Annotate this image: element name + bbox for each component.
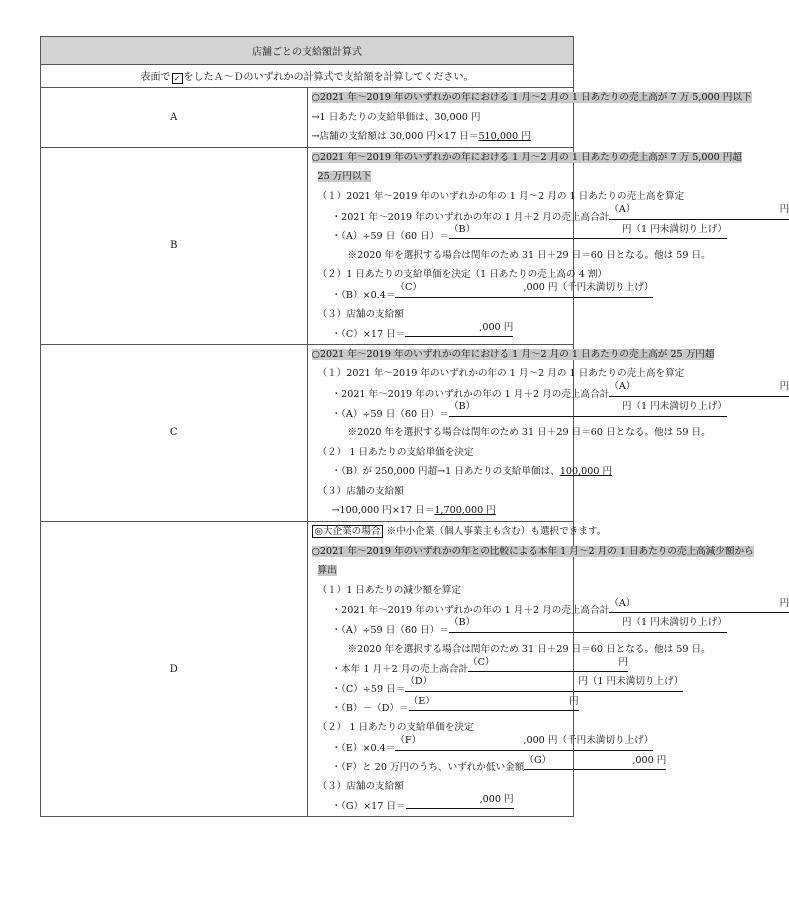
- row-a-content: [307, 88, 752, 148]
- d-large-company: ◎大企業の場合 ※中小企業（個人事業主も含む）も選択できます。: [308, 522, 574, 542]
- condition-d: ○2021 年～2019 年のいずれかの年との比較による本年 1 月～2 月の 1 日あたりの売上高減少額から: [311, 545, 754, 557]
- payment-calculation-table: [40, 36, 789, 817]
- d-leap-note: ※2020 年を選択する場合は閏年のため 31 日＋29 日＝60 日となる。他は 59 日。: [347, 643, 711, 655]
- b-leap-note: ※2020 年を選択する場合は閏年のため 31 日＋29 日＝60 日となる。他は 59 日。: [347, 249, 711, 261]
- b-unit-price: ・（B）×0.4＝ （C） ,000 円（千円未満切り上げ）: [331, 282, 654, 301]
- condition-b-2: 25 万円以下: [317, 171, 372, 183]
- step1-b: （１）2021 年～2019 年のいずれかの年の 1 月～2 月の 1 日あたりの売上高を算定: [317, 190, 685, 202]
- c-payment: →100,000 円×17 日＝1,700,000 円: [331, 505, 496, 517]
- d-unit-price: ・（E）×0.4＝ （F） ,000 円（千円未満切り上げ）: [331, 735, 654, 754]
- b-payment: ・（C）×17 日＝ ,000 円: [331, 321, 514, 341]
- condition-d-2: 算出: [317, 565, 337, 577]
- row-label-c: C: [41, 344, 308, 521]
- step3-c: （３）店舗の支給額: [317, 485, 404, 497]
- d-daily-sales: ・（A）÷59 日（60 日）＝ （B） 円（1 円未満切り上げ）: [331, 617, 727, 637]
- table-title: 店舗ごとの支給額計算式: [41, 37, 574, 65]
- d-current-sales: ・本年 1 月＋2 月の売上高合計 （C） 円: [331, 656, 628, 676]
- d-payment: ・（G）×17 日＝ ,000 円: [331, 793, 514, 813]
- payment-a: →店舗の支給額は 30,000 円×17 日＝510,000 円: [311, 131, 531, 143]
- row-label-a: A: [41, 88, 308, 148]
- row-b-content: [307, 147, 789, 344]
- step1-c: （１）2021 年～2019 年のいずれかの年の 1 月～2 月の 1 日あたりの売上高を算定: [317, 368, 685, 380]
- d-sales-total: ・2021 年～2019 年のいずれかの年の 1 月＋2 月の売上高合計 （A） 円: [331, 597, 789, 617]
- c-sales-total: ・2021 年～2019 年のいずれかの年の 1 月＋2 月の売上高合計 （A） 円: [331, 381, 789, 400]
- c-unit-price: ・（B）が 250,000 円超→1 日あたりの支給単価は、100,000 円: [331, 466, 613, 478]
- row-d-content: [307, 522, 789, 817]
- condition-c: ○2021 年～2019 年のいずれかの年における 1 月～2 月の 1 日あたりの売上高が 25 万円超: [311, 348, 715, 360]
- b-daily-sales: ・（A）÷59 日（60 日）＝ （B） 円（1 円未満切り上げ）: [331, 223, 727, 243]
- row-a: [41, 88, 574, 148]
- d-decrease: ・（B）－（D）＝ （E） 円: [331, 695, 579, 715]
- b-sales-total: ・2021 年～2019 年のいずれかの年の 1 月＋2 月の売上高合計 （A） 円: [331, 203, 789, 223]
- step2-c: （２） 1 日あたりの支給単価を決定: [317, 446, 474, 458]
- c-daily-sales: ・（A）÷59 日（60 日）＝ （B） 円（1 円未満切り上げ）: [331, 400, 727, 420]
- row-b: [41, 147, 574, 344]
- row-c-content: [307, 344, 789, 521]
- large-company-label: ◎大企業の場合: [312, 525, 384, 538]
- d-current-daily: ・（C）÷59 日＝ （D） 円（1 円未満切り上げ）: [331, 676, 684, 695]
- instruction-text: 表面で ✓ をしたＡ～Ｄのいずれかの計算式で支給額を計算してください。: [41, 65, 574, 88]
- condition-b: ○2021 年～2019 年のいずれかの年における 1 月～2 月の 1 日あたりの売上高が 7 万 5,000 円超: [311, 151, 742, 163]
- c-leap-note: ※2020 年を選択する場合は閏年のため 31 日＋29 日＝60 日となる。他は 59 日。: [347, 427, 711, 439]
- condition-a: ○2021 年～2019 年のいずれかの年における 1 月～2 月の 1 日あたりの売上高が 7 万 5,000 円以下: [311, 92, 752, 103]
- d-min-amount: ・（F）と 20 万円のうち、いずれか低い金額 （G） ,000 円: [331, 754, 667, 774]
- unit-price-a: →1 日あたりの支給単価は、30,000 円: [311, 111, 481, 123]
- step2-b: （２）1 日あたりの支給単価を決定（1 日あたりの売上高の 4 割）: [317, 269, 608, 281]
- row-label-d: D: [41, 522, 308, 817]
- row-c: [41, 344, 574, 521]
- row-label-b: B: [41, 147, 308, 344]
- step2-d: （２） 1 日あたりの支給単価を決定: [317, 722, 474, 733]
- row-d: [41, 522, 574, 817]
- step1-d: （１）1 日あたりの減少額を算定: [317, 584, 461, 596]
- checkbox-icon: ✓: [172, 73, 183, 84]
- step3-d: （３）店舗の支給額: [317, 780, 404, 792]
- step3-b: （３）店舗の支給額: [317, 308, 404, 320]
